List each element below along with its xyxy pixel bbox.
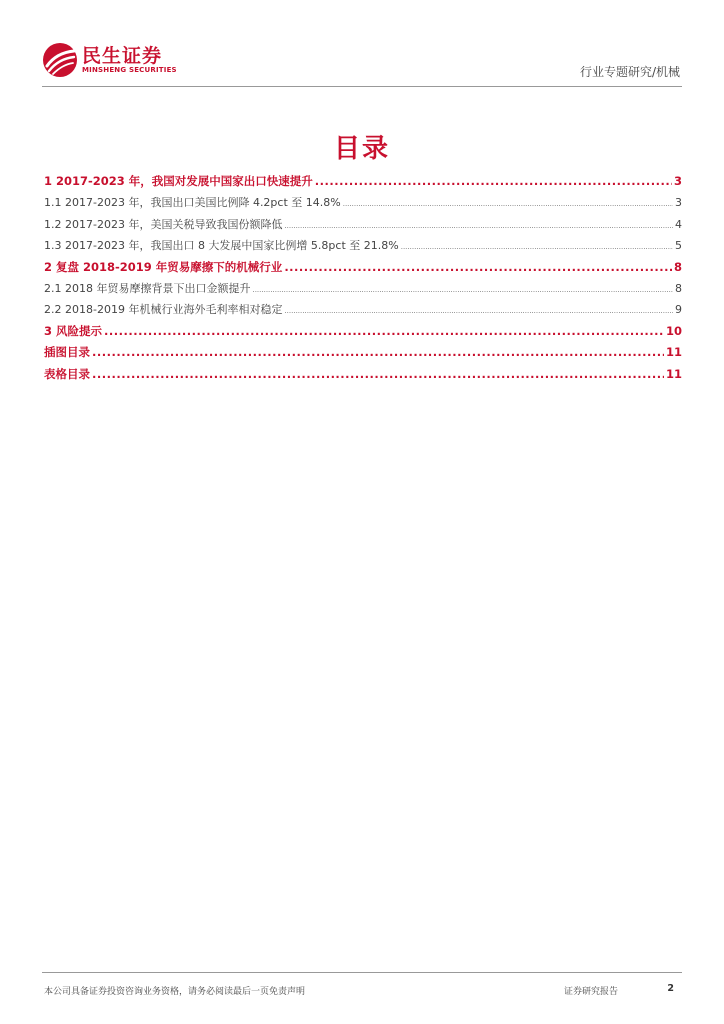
- footer-disclaimer: 本公司具备证券投资咨询业务资格，请务必阅读最后一页免责声明: [44, 987, 306, 997]
- toc-entry-page: 5: [675, 239, 682, 253]
- toc-entry-text: 2 复盘 2018-2019 年贸易摩擦下的机械行业: [44, 259, 283, 274]
- toc-entry[interactable]: [44, 323, 682, 344]
- toc-entry-page: 8: [675, 281, 682, 295]
- toc-entry[interactable]: [44, 216, 682, 237]
- toc-leader-dots: [252, 286, 673, 294]
- toc-entry-text: 2.1 2018 年贸易摩擦背景下出口金额提升: [44, 281, 251, 295]
- toc-leader-dots: [343, 200, 673, 208]
- toc-leader-dots: [284, 307, 673, 315]
- toc-entry-text: 插图目录: [44, 345, 90, 360]
- toc-entry-page: 9: [675, 303, 682, 317]
- footer-doc-type: 证券研究报告: [564, 987, 619, 997]
- toc-entry[interactable]: [44, 366, 682, 387]
- toc-leader-dots: [284, 260, 672, 274]
- minsheng-logo-icon: [42, 42, 78, 78]
- toc-entry[interactable]: [44, 173, 682, 194]
- toc-entry-text: 3 风险提示: [44, 323, 103, 338]
- logo-chinese-name: 民生证券: [82, 45, 163, 67]
- page-header: [42, 40, 682, 87]
- toc-entry[interactable]: [44, 280, 682, 301]
- toc-entry-text: 2.2 2018-2019 年机械行业海外毛利率相对稳定: [44, 303, 283, 317]
- toc-entry-text: 表格目录: [44, 366, 90, 381]
- footer-page-number: 2: [667, 983, 674, 994]
- toc-title: 目录: [333, 134, 390, 164]
- company-logo: [42, 40, 182, 80]
- toc-entry-page: 3: [675, 196, 682, 210]
- toc-entry-text: 1.1 2017-2023 年，我国出口美国比例降 4.2pct 至 14.8%: [44, 196, 341, 210]
- toc-entry-page: 8: [673, 259, 682, 274]
- toc-entry-page: 11: [665, 345, 682, 360]
- toc-entry[interactable]: [44, 194, 682, 215]
- report-category: 行业专题研究/机械: [579, 65, 680, 79]
- toc-entry-page: 11: [665, 366, 682, 381]
- toc-entry[interactable]: [44, 237, 682, 258]
- toc-leader-dots: [315, 174, 672, 188]
- toc-leader-dots: [92, 367, 664, 381]
- toc-leader-dots: [284, 222, 673, 230]
- toc-leader-dots: [401, 243, 673, 251]
- toc-entry-page: 4: [675, 217, 682, 231]
- toc-entry[interactable]: [44, 344, 682, 365]
- toc-entry-page: 3: [673, 174, 682, 188]
- toc-entry-text: 1 2017-2023 年，我国对发展中国家出口快速提升: [44, 174, 313, 188]
- page-footer: [42, 972, 682, 1003]
- toc-leader-dots: [92, 345, 664, 359]
- toc-entry-page: 10: [665, 323, 682, 338]
- logo-english-name: MINSHENG SECURITIES: [82, 66, 177, 74]
- toc-entry[interactable]: [44, 259, 682, 280]
- toc-entry-text: 1.3 2017-2023 年，我国出口 8 大发展中国家比例增 5.8pct 至 21.8%: [44, 239, 399, 253]
- toc-leader-dots: [104, 324, 664, 338]
- toc-entry[interactable]: [44, 301, 682, 322]
- table-of-contents: [44, 173, 682, 387]
- toc-entry-text: 1.2 2017-2023 年，美国关税导致我国份额降低: [44, 217, 283, 231]
